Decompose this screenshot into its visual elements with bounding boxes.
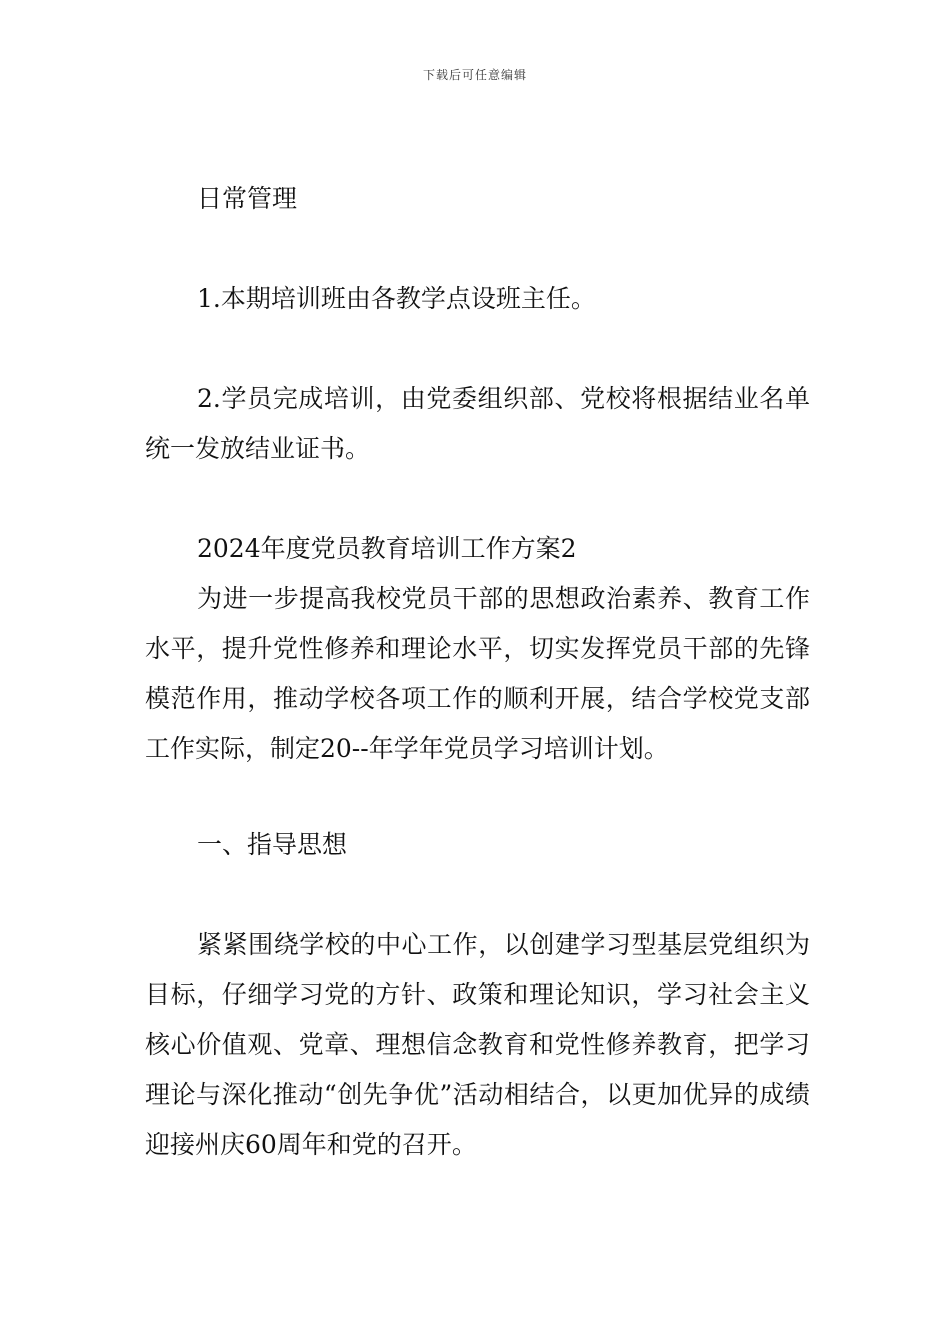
paragraph-item-1: 1.本期培训班由各教学点设班主任。 [197, 284, 596, 313]
paragraph-guiding-thought: 紧紧围绕学校的中心工作，以创建学习型基层党组织为目标，仔细学习党的方针、政策和理论知识，学习社会主义核心价值观、党章、理想信念教育和党性修养教育，把学习理论与深化推动“创先争优”活动相结合，以更加优异的成绩迎接州庆60周年和党的召开。 [145, 930, 810, 1159]
header-note: 下载后可任意编辑 [422, 68, 527, 82]
section-heading-daily-management: 日常管理 [197, 184, 298, 213]
document-title: 2024年度党员教育培训工作方案2 [197, 534, 577, 563]
section-heading-guiding-thought: 一、指导思想 [197, 830, 348, 859]
paragraph-item-2: 2.学员完成培训，由党委组织部、党校将根据结业名单统一发放结业证书。 [145, 384, 810, 463]
paragraph-intro: 为进一步提高我校党员干部的思想政治素养、教育工作水平，提升党性修养和理论水平，切实发挥党员干部的先锋模范作用，推动学校各项工作的顺利开展，结合学校党支部工作实际，制定20--年学年党员学习培训计划。 [145, 584, 810, 763]
